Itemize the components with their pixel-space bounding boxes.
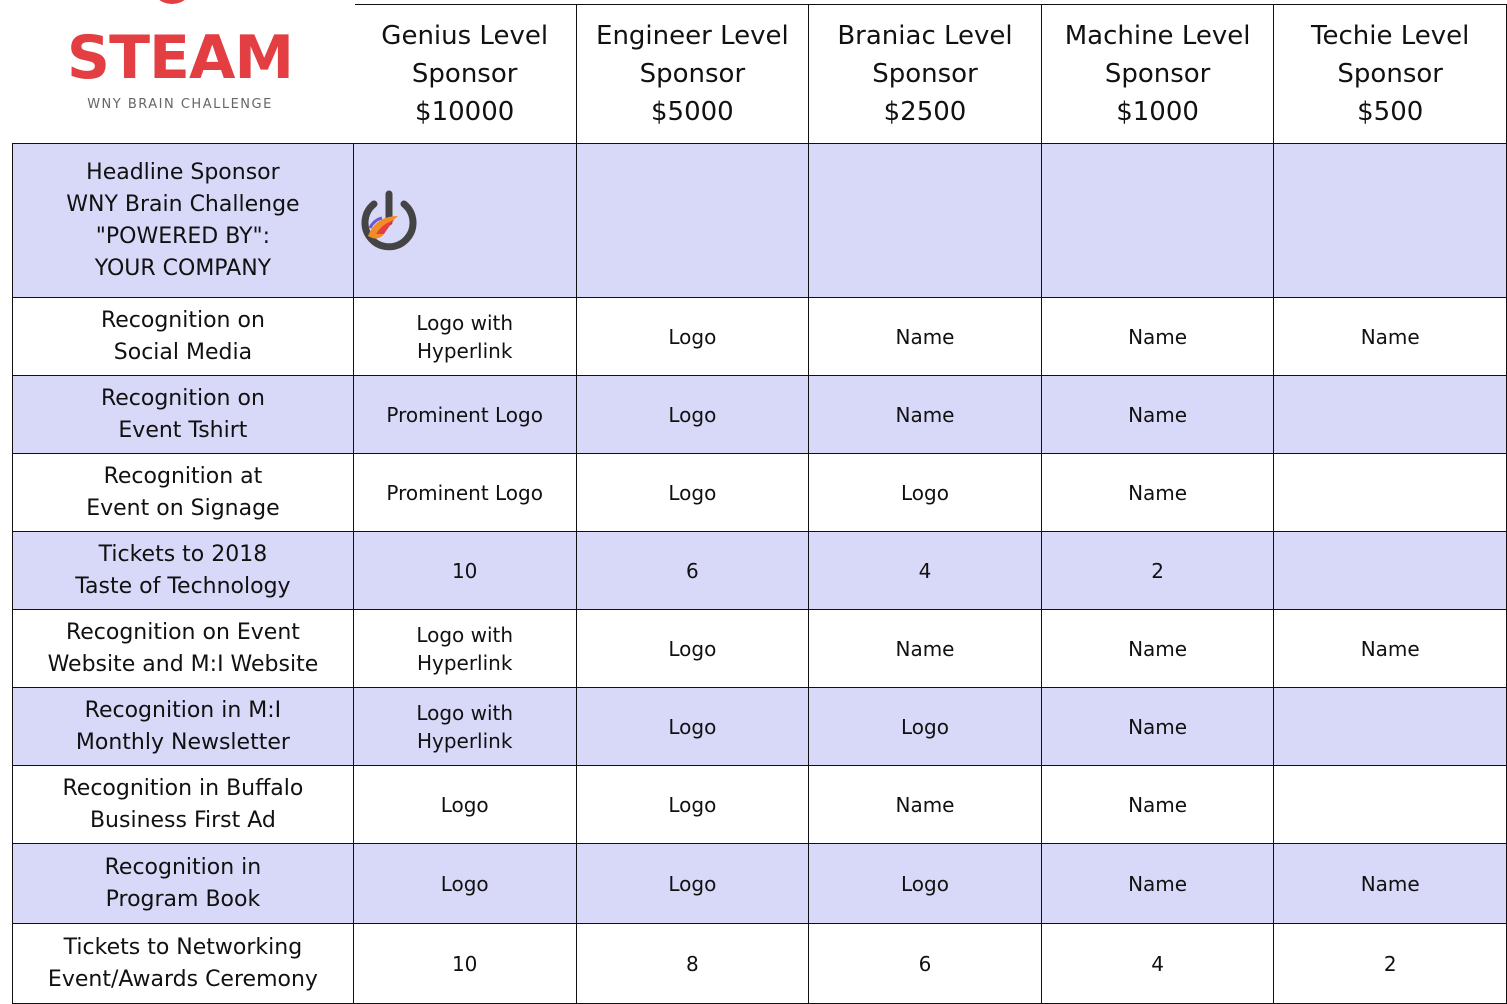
cell-machine	[1041, 144, 1274, 298]
steam-logo	[0, 0, 355, 143]
cell-braniac: Name	[809, 766, 1042, 844]
table-row	[13, 144, 1507, 298]
cell-machine: Name	[1041, 454, 1274, 532]
header-engineer: Engineer Level Sponsor $5000	[576, 5, 809, 144]
cell-genius: 10	[353, 532, 576, 610]
table-row	[13, 532, 1507, 610]
row-label: Recognition at Event on Signage	[13, 454, 354, 532]
row-label: Recognition on Event Tshirt	[13, 376, 354, 454]
cell-braniac: Name	[809, 298, 1042, 376]
cell-engineer: Logo	[576, 376, 809, 454]
cell-techie	[1274, 454, 1507, 532]
cell-techie: Name	[1274, 298, 1507, 376]
cell-techie: Name	[1274, 610, 1507, 688]
cell-genius: Prominent Logo	[353, 376, 576, 454]
row-label: Tickets to 2018 Taste of Technology	[13, 532, 354, 610]
row-label: Recognition on Event Website and M:I Website	[13, 610, 354, 688]
cell-genius	[353, 144, 576, 298]
cell-machine: Name	[1041, 376, 1274, 454]
cell-techie	[1274, 376, 1507, 454]
cell-engineer: Logo	[576, 454, 809, 532]
sponsorship-table	[12, 4, 1507, 1004]
cell-braniac: 6	[809, 924, 1042, 1004]
logo-wordmark: STEAM	[66, 23, 294, 93]
table-row	[13, 688, 1507, 766]
row-label: Tickets to Networking Event/Awards Ceremony	[13, 924, 354, 1004]
header-braniac: Braniac Level Sponsor $2500	[809, 5, 1042, 144]
power-icon	[354, 186, 424, 256]
table-row	[13, 454, 1507, 532]
cell-genius: Logo with Hyperlink	[353, 610, 576, 688]
header-genius: Genius Level Sponsor $10000	[353, 5, 576, 144]
table-row	[13, 924, 1507, 1004]
cell-engineer: Logo	[576, 766, 809, 844]
row-label: Headline Sponsor WNY Brain Challenge "POWERED BY": YOUR COMPANY	[13, 144, 354, 298]
cell-machine: Name	[1041, 298, 1274, 376]
cell-engineer: Logo	[576, 844, 809, 924]
logo-arc-icon	[150, 0, 194, 4]
row-label: Recognition in Buffalo Business First Ad	[13, 766, 354, 844]
row-label: Recognition in M:I Monthly Newsletter	[13, 688, 354, 766]
cell-techie	[1274, 766, 1507, 844]
cell-braniac: 4	[809, 532, 1042, 610]
cell-techie	[1274, 144, 1507, 298]
cell-techie: Name	[1274, 844, 1507, 924]
table-row	[13, 376, 1507, 454]
table-row	[13, 766, 1507, 844]
cell-machine: 4	[1041, 924, 1274, 1004]
cell-braniac	[809, 144, 1042, 298]
table-row	[13, 298, 1507, 376]
cell-genius: Logo	[353, 844, 576, 924]
cell-engineer: 8	[576, 924, 809, 1004]
cell-genius: 10	[353, 924, 576, 1004]
cell-engineer: Logo	[576, 298, 809, 376]
cell-machine: Name	[1041, 766, 1274, 844]
cell-machine: Name	[1041, 610, 1274, 688]
cell-braniac: Name	[809, 376, 1042, 454]
logo-tagline: WNY BRAIN CHALLENGE	[87, 97, 273, 112]
header-techie: Techie Level Sponsor $500	[1274, 5, 1507, 144]
cell-genius: Logo with Hyperlink	[353, 688, 576, 766]
cell-braniac: Logo	[809, 688, 1042, 766]
cell-genius: Logo with Hyperlink	[353, 298, 576, 376]
cell-techie	[1274, 688, 1507, 766]
cell-engineer: 6	[576, 532, 809, 610]
cell-braniac: Logo	[809, 454, 1042, 532]
cell-machine: Name	[1041, 844, 1274, 924]
cell-genius: Prominent Logo	[353, 454, 576, 532]
row-label: Recognition in Program Book	[13, 844, 354, 924]
row-label: Recognition on Social Media	[13, 298, 354, 376]
cell-braniac: Name	[809, 610, 1042, 688]
cell-machine: Name	[1041, 688, 1274, 766]
cell-engineer	[576, 144, 809, 298]
cell-machine: 2	[1041, 532, 1274, 610]
cell-genius: Logo	[353, 766, 576, 844]
cell-techie	[1274, 532, 1507, 610]
cell-braniac: Logo	[809, 844, 1042, 924]
header-machine: Machine Level Sponsor $1000	[1041, 5, 1274, 144]
table-row	[13, 610, 1507, 688]
cell-engineer: Logo	[576, 688, 809, 766]
cell-engineer: Logo	[576, 610, 809, 688]
cell-techie: 2	[1274, 924, 1507, 1004]
table-row	[13, 844, 1507, 924]
